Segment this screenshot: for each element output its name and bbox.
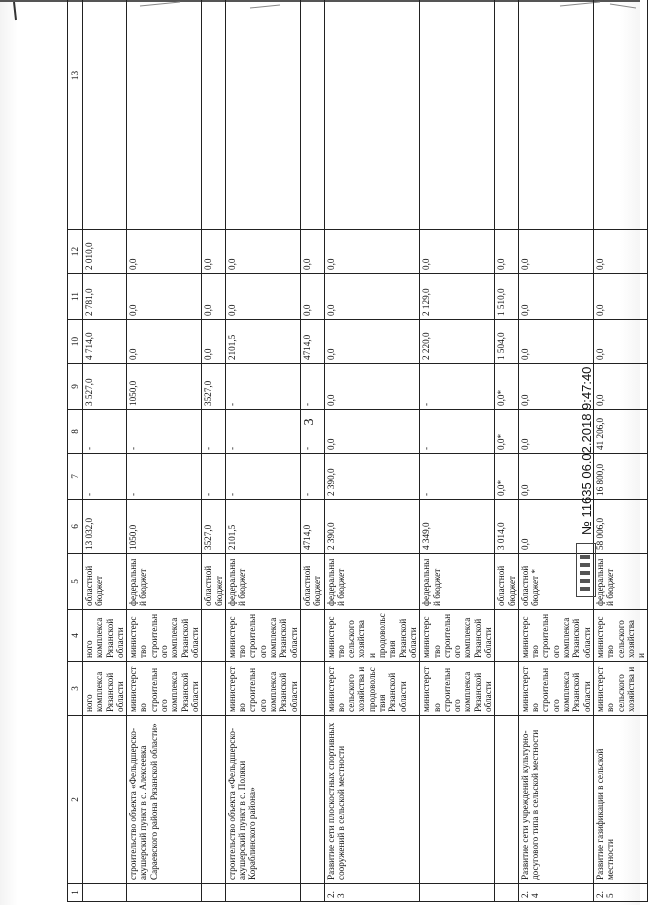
rotated-table-container [67, 22, 647, 902]
table-cell: ного комплекса Рязанской области [83, 662, 127, 716]
table-cell [593, 0, 647, 230]
office-stamp-icon [576, 543, 596, 597]
table-cell: - [300, 454, 324, 500]
table-cell [495, 716, 519, 884]
table-cell [420, 716, 495, 884]
table-cell: 0,0 [202, 320, 226, 364]
table-cell: 0,0 [518, 320, 593, 364]
table-cell: 0,0 [518, 230, 593, 274]
table-row [202, 0, 226, 902]
table-cell: 41 206,0 [593, 410, 647, 454]
budget-table [67, 0, 648, 902]
table-row [83, 0, 127, 902]
table-cell: 2 781,0 [83, 274, 127, 320]
table-cell: - [300, 410, 324, 454]
table-cell: федеральный бюджет [420, 554, 495, 610]
table-cell: 0,0 [593, 320, 647, 364]
table-cell: 2101,5 [225, 320, 300, 364]
table-cell: 0,0 [518, 364, 593, 410]
table-cell: областной бюджет [495, 554, 519, 610]
table-cell: Развитие сети плоскостных спортивных сооружений в сельской местности [324, 716, 420, 884]
table-cell: 0,0 [593, 230, 647, 274]
table-cell: - [127, 454, 202, 500]
table-cell: федеральный бюджет [324, 554, 420, 610]
table-cell: 2.5 [593, 884, 647, 902]
registration-footer [574, 297, 598, 597]
table-row [420, 0, 495, 902]
table-cell: областной бюджет [300, 554, 324, 610]
table-cell [300, 610, 324, 662]
table-cell [495, 884, 519, 902]
table-cell: - [127, 410, 202, 454]
table-cell [225, 884, 300, 902]
table-cell: 4 349,0 [420, 500, 495, 554]
table-cell [420, 0, 495, 230]
header-cell: 9 [68, 364, 83, 410]
table-cell: 0,0 [225, 230, 300, 274]
table-cell: - [83, 454, 127, 500]
header-cell: 12 [68, 230, 83, 274]
table-cell: 1050,0 [127, 364, 202, 410]
table-cell: 4714,0 [300, 320, 324, 364]
table-cell: 2 010,0 [83, 230, 127, 274]
table-cell [127, 884, 202, 902]
table-cell: министерство строительного комплекса Рязанской области [518, 610, 593, 662]
table-cell: областной бюджет [202, 554, 226, 610]
table-cell [300, 884, 324, 902]
table-cell: ного комплекса Рязанской области [83, 610, 127, 662]
table-cell: 0,0* [495, 454, 519, 500]
table-cell: министерство строительного комплекса Рязанской области [225, 610, 300, 662]
table-cell: федеральный бюджет [127, 554, 202, 610]
table-cell: министерство строительного комплекса Рязанской области [420, 662, 495, 716]
table-cell: - [202, 410, 226, 454]
table-cell: 0,0 [300, 230, 324, 274]
table-cell: 3527,0 [202, 500, 226, 554]
table-cell: областной бюджет [83, 554, 127, 610]
table-cell: 0,0* [495, 410, 519, 454]
header-cell: 8 [68, 410, 83, 454]
header-cell: 6 [68, 500, 83, 554]
table-cell [300, 716, 324, 884]
table-cell: федеральный бюджет [225, 554, 300, 610]
table-cell: - [420, 454, 495, 500]
table-cell [300, 662, 324, 716]
table-cell [202, 884, 226, 902]
table-cell: 0,0 [518, 454, 593, 500]
table-cell: 0,0 [518, 274, 593, 320]
table-cell: министерство строительного комплекса Рязанской области [225, 662, 300, 716]
table-cell: 4714,0 [300, 500, 324, 554]
table-cell: 1050,0 [127, 500, 202, 554]
header-cell: 11 [68, 274, 83, 320]
table-cell: министерство строительного комплекса Рязанской области [127, 662, 202, 716]
table-cell: министерство сельского хозяйства и [593, 662, 647, 716]
registration-number: № 11635 06.02.2018 9:47:40 [578, 366, 594, 535]
table-cell: министерство сельского хозяйства и [593, 610, 647, 662]
table-cell: - [300, 364, 324, 410]
table-cell [202, 716, 226, 884]
header-row [68, 0, 83, 902]
table-cell: - [420, 364, 495, 410]
header-cell: 4 [68, 610, 83, 662]
table-cell: - [83, 410, 127, 454]
header-cell: 13 [68, 0, 83, 230]
table-cell: 0,0 [225, 274, 300, 320]
table-cell: министерство строительного комплекса Рязанской области [420, 610, 495, 662]
table-cell: 0,0 [127, 320, 202, 364]
table-cell: 0,0 [518, 410, 593, 454]
table-cell [127, 0, 202, 230]
table-cell [202, 610, 226, 662]
table-row [127, 0, 202, 902]
table-cell: 2.4 [518, 884, 593, 902]
table-cell: 0,0 [324, 230, 420, 274]
table-cell [495, 662, 519, 716]
table-cell: министерство строительного комплекса Рязанской области [518, 662, 593, 716]
table-cell: 16 800,0 [593, 454, 647, 500]
table-cell: 13 032,0 [83, 500, 127, 554]
table-cell [300, 0, 324, 230]
table-cell [495, 0, 519, 230]
table-cell: 0,0 [127, 230, 202, 274]
table-row [324, 0, 420, 902]
table-cell [202, 0, 226, 230]
table-cell [83, 716, 127, 884]
header-cell: 1 [68, 884, 83, 902]
table-row [495, 0, 519, 902]
table-cell: 0,0 [593, 364, 647, 410]
table-cell: 0,0 [593, 274, 647, 320]
table-cell: - [225, 364, 300, 410]
table-cell: строительство объекта «Фельдшерско-акушерский пункт в с. Алексеевка Сараевского района Рязанской области» [127, 716, 202, 884]
table-cell: 0,0 [495, 230, 519, 274]
table-cell: 0,0 [324, 410, 420, 454]
table-cell: Развитие газификации в сельской местности [593, 716, 647, 884]
table-cell: - [202, 454, 226, 500]
table-cell [495, 610, 519, 662]
table-cell: 0,0 [300, 274, 324, 320]
table-cell: 0,0 [420, 230, 495, 274]
table-cell: 3 527,0 [83, 364, 127, 410]
table-cell: 0,0 [127, 274, 202, 320]
table-cell: 0,0 [518, 500, 593, 554]
header-cell: 5 [68, 554, 83, 610]
table-cell: 0,0 [324, 274, 420, 320]
table-cell: 2101,5 [225, 500, 300, 554]
table-row [300, 0, 324, 902]
table-cell: 2.3 [324, 884, 420, 902]
table-cell: - [225, 410, 300, 454]
table-cell: Развитие сети учреждений культурно-досугового типа в сельской местности [518, 716, 593, 884]
table-cell: 3527,0 [202, 364, 226, 410]
table-cell: областной бюджет * [518, 554, 593, 610]
header-cell: 2 [68, 716, 83, 884]
table-cell: 0,0 [324, 364, 420, 410]
table-cell: 1 504,0 [495, 320, 519, 364]
table-cell: министерство строительного комплекса Рязанской области [127, 610, 202, 662]
table-cell [83, 884, 127, 902]
table-cell: министерство сельского хозяйства и продовольствия Рязанской области [324, 662, 420, 716]
table-cell: 2 129,0 [420, 274, 495, 320]
table-cell: 0,0 [324, 320, 420, 364]
table-cell: 1 510,0 [495, 274, 519, 320]
table-cell: 2 390,0 [324, 454, 420, 500]
header-cell: 10 [68, 320, 83, 364]
table-cell: 4 714,0 [83, 320, 127, 364]
table-cell: 58 006,0 [593, 500, 647, 554]
table-cell: 2 390,0 [324, 500, 420, 554]
table-cell: 0,0 [202, 230, 226, 274]
table-cell: 2 220,0 [420, 320, 495, 364]
table-cell [518, 0, 593, 230]
header-cell: 3 [68, 662, 83, 716]
page-number: 3 [302, 418, 317, 426]
table-cell: 3 014,0 [495, 500, 519, 554]
table-cell [324, 0, 420, 230]
table-cell: федеральный бюджет [593, 554, 647, 610]
table-cell [420, 884, 495, 902]
table-cell: 0,0 [202, 274, 226, 320]
table-cell: строительство объекта «Фельдшерско-акушерский пункт в с. Поляки Кораблинского района» [225, 716, 300, 884]
table-cell [202, 662, 226, 716]
table-cell: - [225, 454, 300, 500]
header-cell: 7 [68, 454, 83, 500]
table-row [593, 0, 647, 902]
table-cell: - [420, 410, 495, 454]
table-row [225, 0, 300, 902]
table-cell [83, 0, 127, 230]
table-cell: министерство сельского хозяйства и продовольствия Рязанской области [324, 610, 420, 662]
table-cell: 0,0* [495, 364, 519, 410]
table-cell [225, 0, 300, 230]
